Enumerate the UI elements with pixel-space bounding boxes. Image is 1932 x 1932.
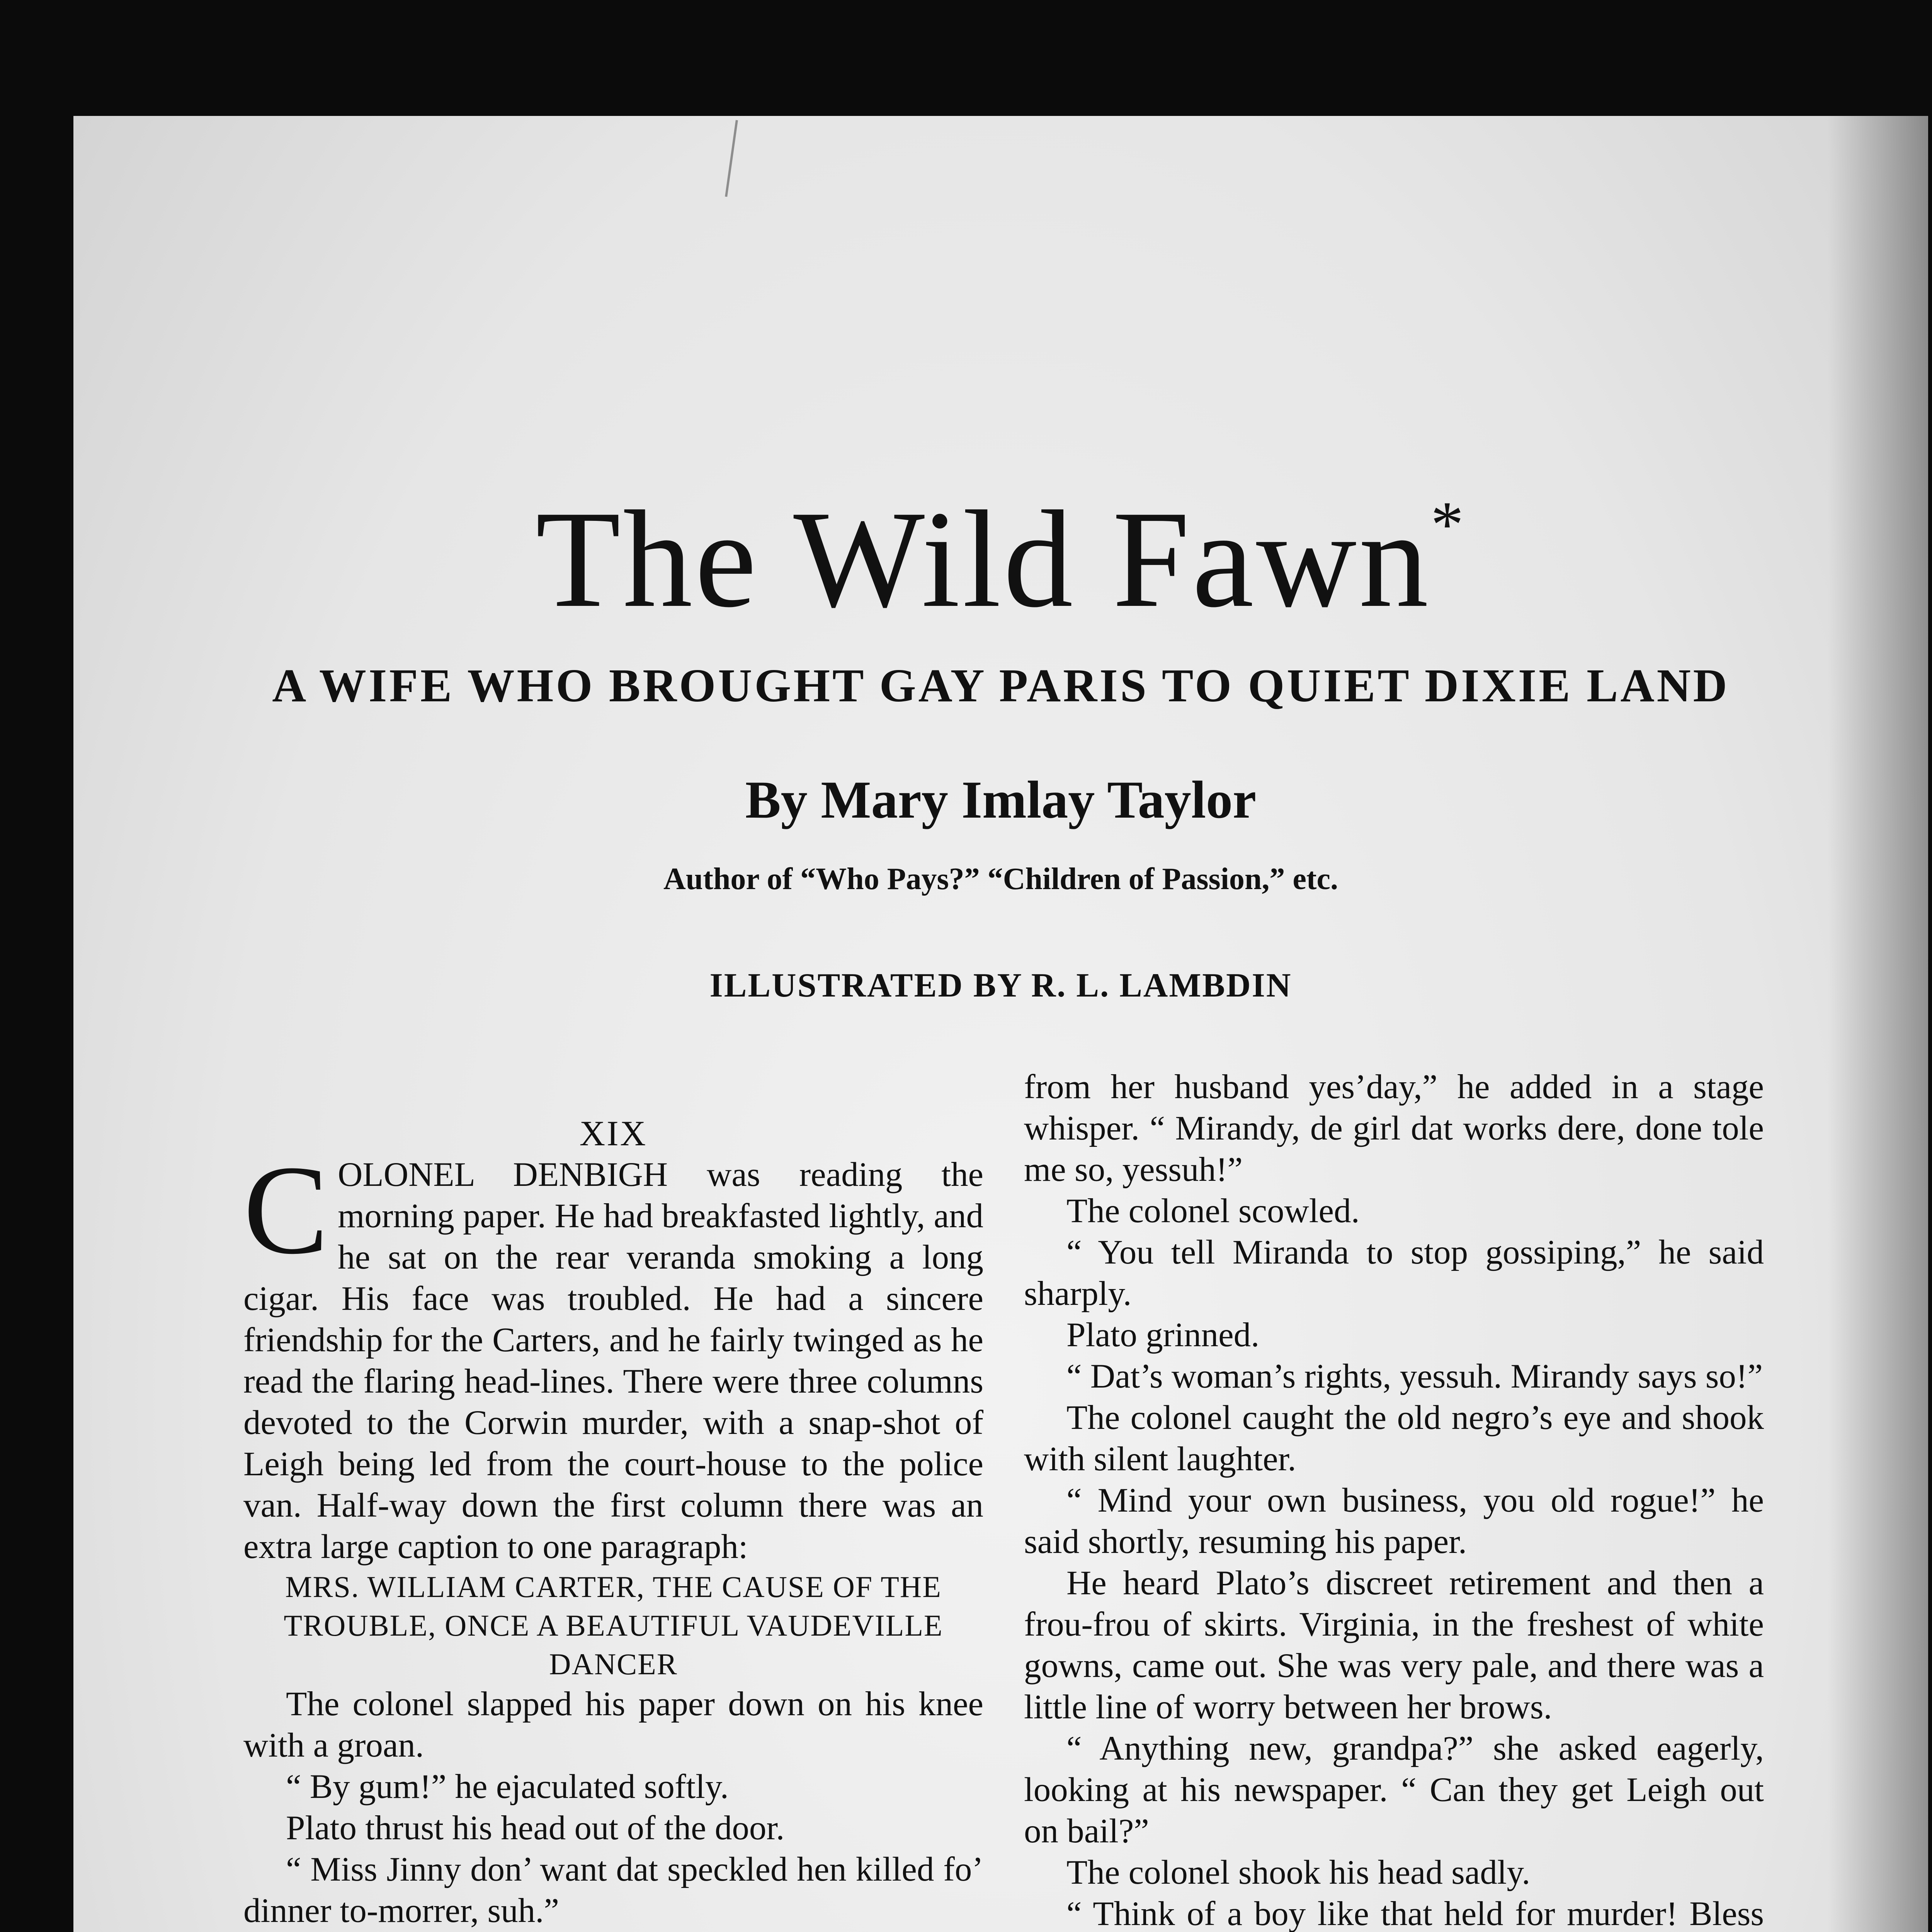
author-credits: Author of “Who Pays?” “Children of Passion,” etc. xyxy=(663,862,1338,896)
left-column xyxy=(243,1113,983,1932)
paragraph: Plato grinned. xyxy=(1066,1316,1260,1354)
paragraph: “ Anything new, grandpa?” she asked eagerly, looking at his newspaper. “ Can they get Leigh out on bail?” xyxy=(1024,1730,1764,1850)
paragraph: “ Think of a boy like that held for murder! Bless xyxy=(1066,1895,1764,1932)
newspaper-caption: MRS. WILLIAM CARTER, THE CAUSE OF THE TROUBLE, ONCE A BEAUTIFUL VAUDEVILLE DANCER xyxy=(284,1570,943,1681)
byline: By Mary Imlay Taylor xyxy=(745,770,1257,829)
chapter-heading: XIX xyxy=(579,1114,648,1153)
paragraph: Plato thrust his head out of the door. xyxy=(286,1809,785,1847)
binding-shadow xyxy=(1828,116,1928,1932)
illustrator-credit: ILLUSTRATED BY R. L. LAMBDIN xyxy=(709,967,1292,1004)
title-footnote-mark: * xyxy=(1430,488,1466,561)
opening-paragraph: COLONEL DENBIGH was reading the morning paper. He had breakfasted lightly, and he sat on the rear veranda smoking a long cigar. His face was troubled. He had a sincere friendship for the Carters, and he fairly twinged as he read the flaring head-lines. There were three columns devoted to the Corwin murder, with a snap-shot of Leigh being led from the court-house to the police van. Half-way down the first column there was an extra large caption to one paragraph: xyxy=(243,1139,983,1566)
scan-artifact xyxy=(725,120,738,197)
paragraph: The colonel caught the old negro’s eye and shook with silent laughter. xyxy=(1024,1399,1764,1478)
paragraph: “ You tell Miranda to stop gossiping,” he said sharply. xyxy=(1024,1233,1764,1313)
right-column xyxy=(1024,1066,1764,1932)
continued-paragraph: from her husband yes’day,” he added in a stage whisper. “ Mirandy, de girl dat works dere, done tole me so, yessuh!” xyxy=(1024,1068,1764,1189)
drop-cap: C xyxy=(243,1139,329,1281)
paragraph: “ Dat’s woman’s rights, yessuh. Mirandy says so!” xyxy=(1066,1357,1763,1395)
paragraph: The colonel slapped his paper down on his knee with a groan. xyxy=(243,1685,983,1764)
story-title: The Wild Fawn* xyxy=(536,482,1466,636)
paragraph: “ Mind your own business, you old rogue!” he said shortly, resuming his paper. xyxy=(1024,1481,1764,1561)
story-subtitle: A WIFE WHO BROUGHT GAY PARIS TO QUIET DIXIE LAND xyxy=(272,660,1730,712)
paragraph: The colonel shook his head sadly. xyxy=(1066,1854,1531,1891)
paragraph: “ By gum!” he ejaculated softly. xyxy=(286,1768,729,1806)
magazine-page xyxy=(73,116,1928,1932)
paragraph: The colonel scowled. xyxy=(1066,1192,1360,1230)
paragraph: “ Miss Jinny don’ want dat speckled hen killed fo’ dinner to-morrer, suh.” xyxy=(243,1850,983,1930)
paragraph: He heard Plato’s discreet retirement and then a frou-frou of skirts. Virginia, in the freshest of white gowns, came out. She was very pale, and there was a little line of worry between her brows. xyxy=(1024,1564,1764,1726)
